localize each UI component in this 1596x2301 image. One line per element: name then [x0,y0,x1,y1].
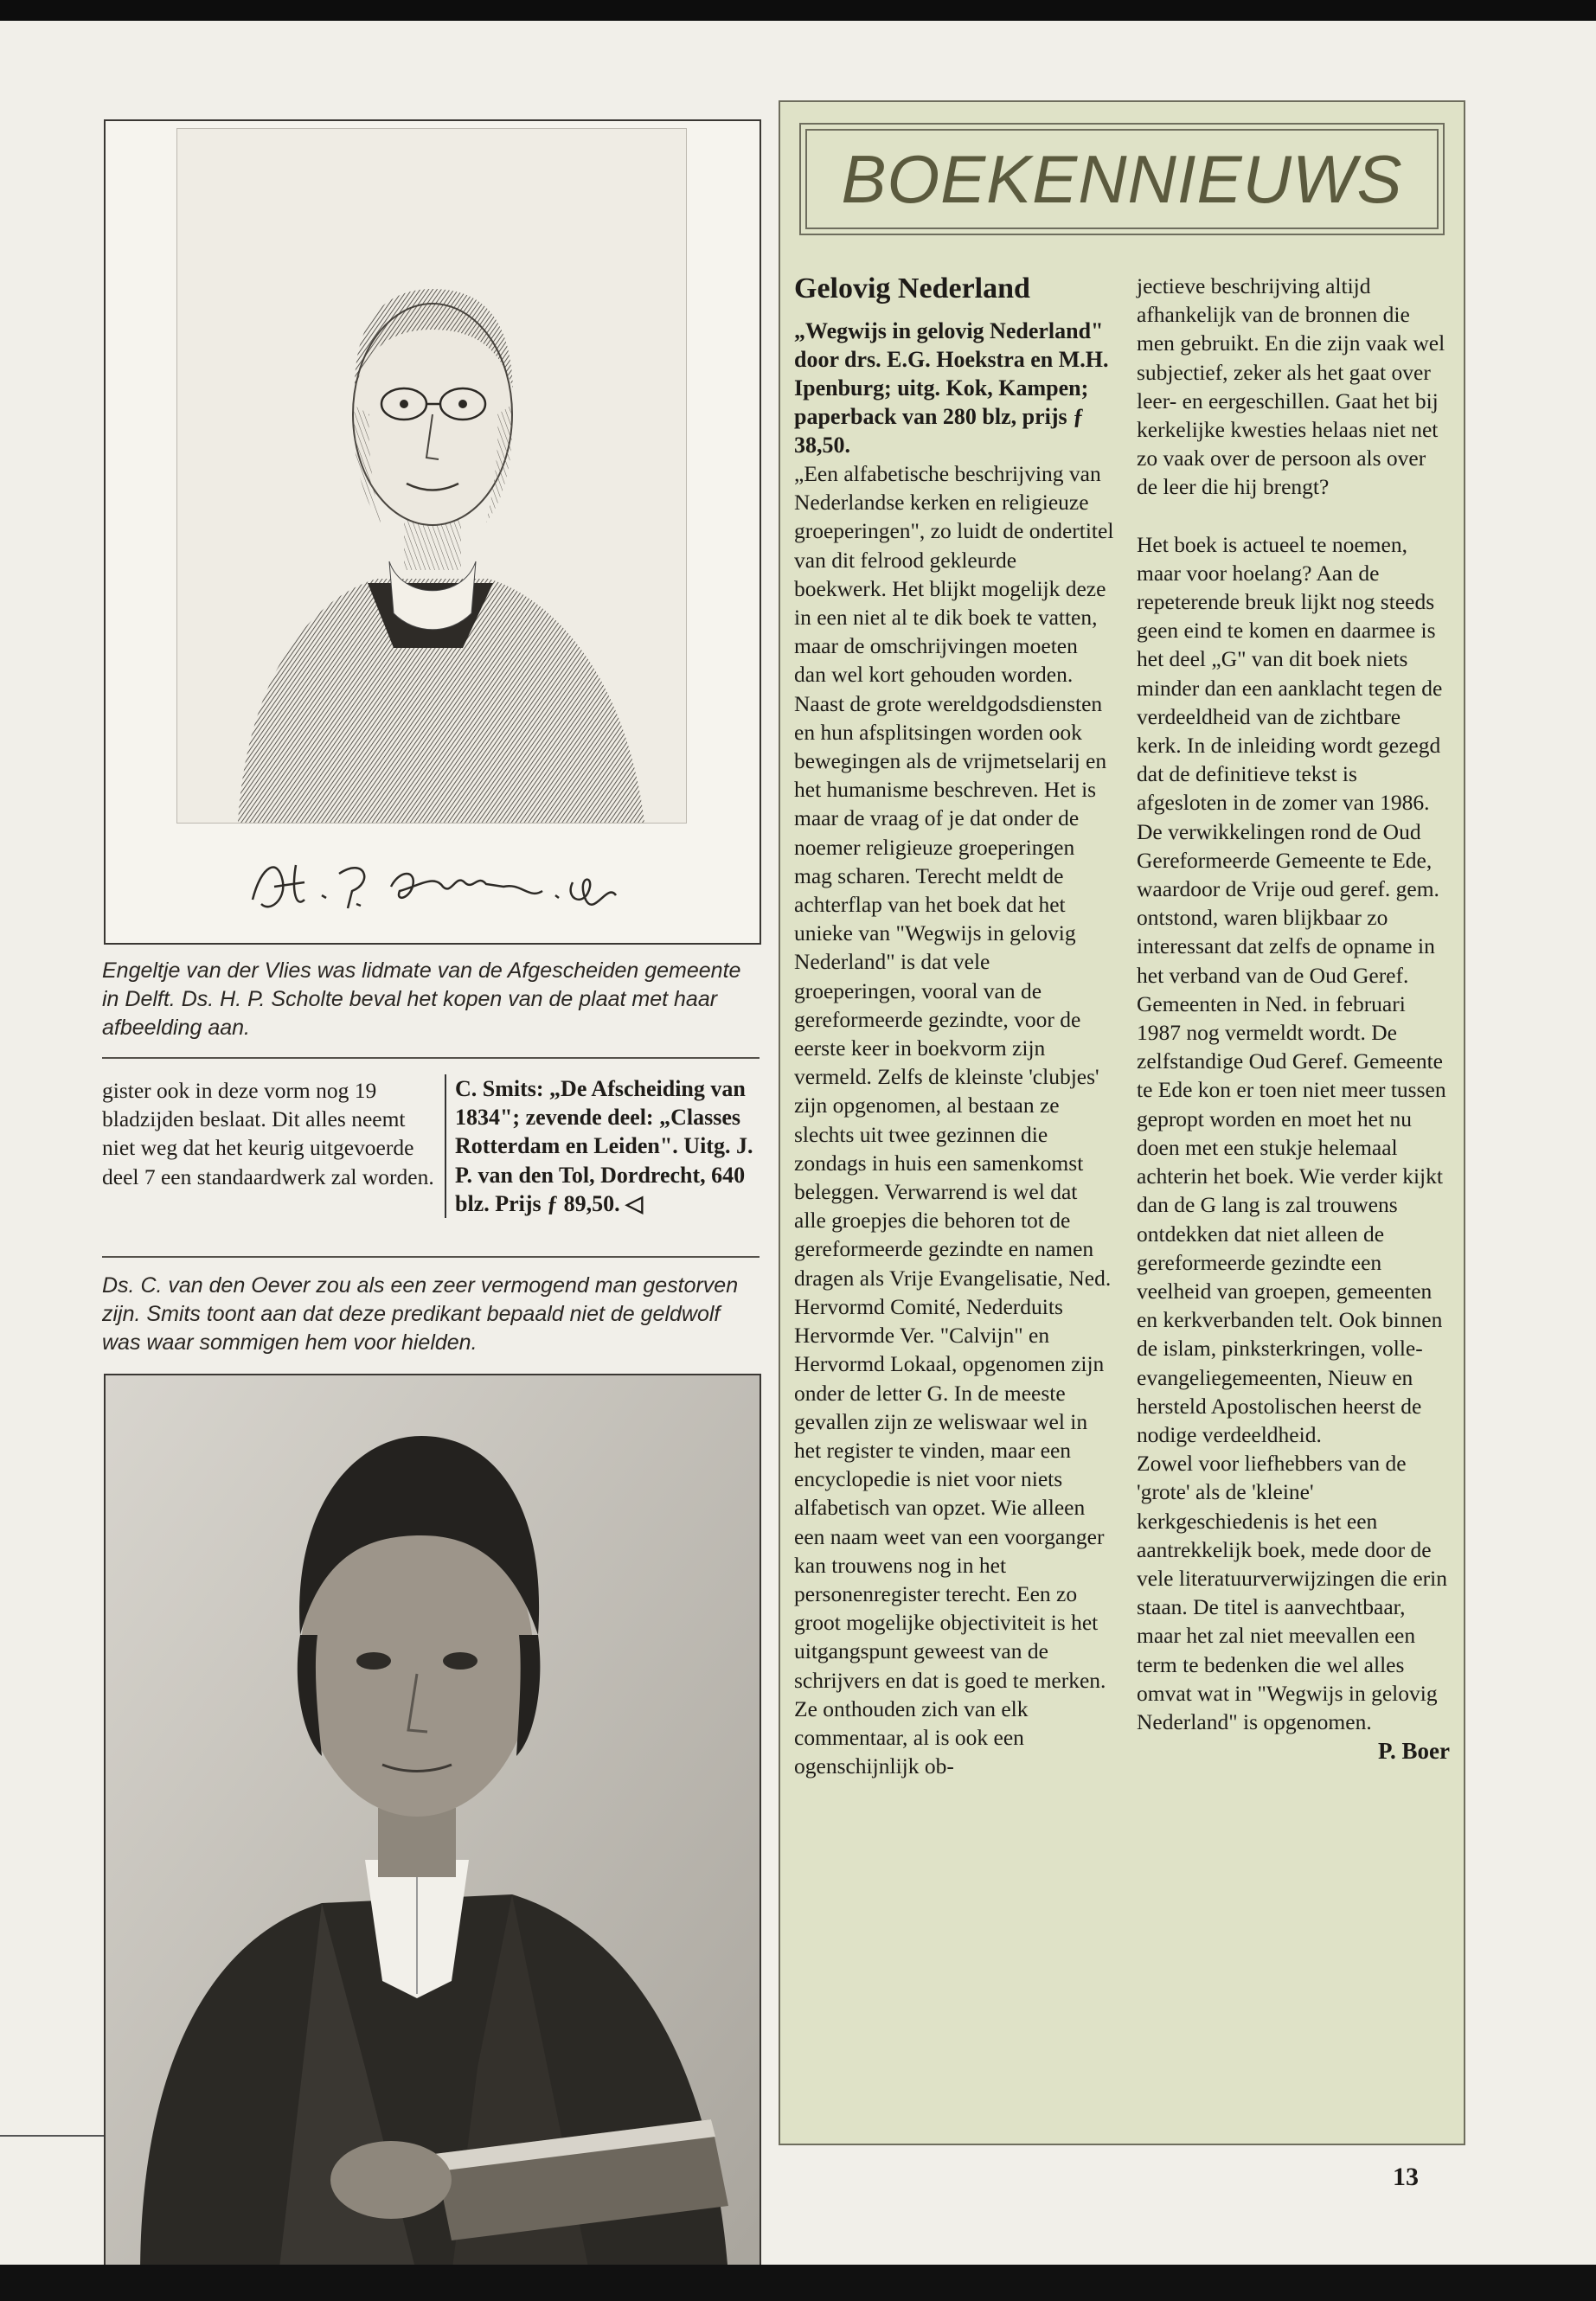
page-number: 13 [1393,2163,1419,2191]
boekennieuws-header [799,123,1445,235]
divider [102,1256,760,1258]
book-reference-wegwijs: „Wegwijs in gelovig Nederland" door drs. E.G. Hoekstra en M.H. Ipenburg; uitg. Kok, Kampen; paperback van 280 blz, prijs ƒ 38,50. [794,318,1109,458]
section-heading: BOEKENNIEUWS [841,140,1403,217]
boekennieuws-section [779,100,1465,2145]
article-author: P. Boer [1378,1738,1450,1765]
caption-bottom: Ds. C. van den Oever zou als een zeer vermogend man gestorven zijn. Smits toont aan dat deze predikant bepaald niet de geldwolf was waar sommigen hem voor hielden. [102,1273,739,1355]
article-column-2 [1137,272,1450,1765]
engraving-image [176,128,687,824]
divider [0,2135,104,2137]
top-border [0,0,1596,21]
portrait-scholte [104,119,761,945]
book-reference-smits: C. Smits: „De Afscheiding van 1834"; zevende deel: „Classes Rotterdam en Leiden". Uitg. J. P. van den Tol, Dordrecht, 640 blz. Prijs ƒ 89,50. ◁ [445,1074,768,1218]
article-column-1 [794,272,1114,1780]
article-paragraph: Het boek is actueel te noemen, maar voor hoelang? Aan de repeterende breuk lijkt nog steeds geen eind te komen en daarmee is het deel „G" van dit boek niets minder dan een aanklacht tegen de verdeeldheid van de zichtbare kerk. In de inleiding wordt gezegd dat de definitieve tekst is afgesloten in de zomer van 1986. De verwikkelingen rond de Oud Gereformeerde Gemeente te Ede, waardoor de Vrije oud geref. gem. ontstond, waren blijkbaar zo interessant dat zelfs de opname in het verband van de Oud Geref. Gemeenten in Ned. in februari 1987 nog vermeldt wordt. De zelfstandige Oud Geref. Gemeente te Ede kon er toen niet meer tussen gepropt worden en moet het nu doen met een stukje helemaal achterin het boek. Wie verder kijkt dan de G lang is zal trouwens ontdekken dat niet alleen de gereformeerde gezindte een veelheid van groepen, gemeenten en kerkverbanden telt. Ook binnen de islam, pinksterkringen, volle-evangeliegemeenten, Nieuw en hersteld Apostolischen heerst de nodige verdeeldheid. Zowel voor liefhebbers van de 'grote' als de 'kleine' kerkgeschiedenis is het een aantrekkelijk boek, mede door de vele literatuurverwijzingen die erin staan. De titel is aanvechtbaar, maar het zal niet meevallen een term te bedenken die wel alles omvat wat in "Wegwijs in gelovig Nederland" is opgenomen. [1137,531,1447,1734]
caption-top: Engeltje van der Vlies was lidmate van de Afgescheiden gemeente in Delft. Ds. H. P. Scholte beval het kopen van de plaat met haar afbeelding aan. [102,958,741,1040]
divider [102,1057,760,1059]
article-paragraph: jectieve beschrijving altijd afhankelijk van de bronnen die men gebruikt. En die zijn vaak wel subjectief, zeker als het gaat over leer- en eergeschillen. Gaat het bij kerkelijke kwesties helaas niet net zo vaak over de persoon als over de leer die hij brengt? [1137,273,1445,500]
article-paragraph: „Een alfabetische beschrijving van Nederlandse kerken en religieuze groeperingen", zo luidt de ondertitel van dit felrood gekleurde boekwerk. Het blijkt mogelijk deze in een niet al te dik boek te vatten, maar de omschrijvingen moeten dan wel kort gehouden worden. Naast de grote wereldgodsdiensten en hun afsplitsingen worden ook bewegingen als de vrijmetselarij en het humanisme beschreven. Het is maar de vraag of je dat onder de noemer religieuze groeperingen mag scharen. Terecht meldt de achterflap van het boek dat het unieke van "Wegwijs in gelovig Nederland" is dat vele groeperingen, vooral van de gereformeerde gezindte, voor de eerste keer in boekvorm zijn vermeld. Zelfs de kleinste 'clubjes' zijn opgenomen, al bestaan ze slechts uit twee gezinnen die zondags in huis een samenkomst beleggen. Verwarrend is wel dat alle groepjes die behoren tot de gereformeerde gezindte en namen dragen als Vrije Evangelisatie, Ned. Hervormd Comité, Nederduits Hervormde Ver. "Calvijn" en Hervormd Lokaal, opgenomen zijn onder de letter G. In de meeste gevallen zijn ze weliswaar wel in het register te vinden, maar een encyclopedie is niet voor niets alfabetisch van opzet. Wie alleen een naam weet van een voorganger kan trouwens nog in het personenregister terecht. Een zo groot mogelijke objectiviteit is het uitgangspunt geweest van de schrijvers en dat is goed te merken. Ze onthouden zich van elk commentaar, al is ook een ogenschijnlijk ob- [794,461,1114,1779]
portrait-van-den-oever [104,1374,761,2277]
engraving-figure [177,129,686,823]
bottom-border [0,2265,1596,2301]
left-continuation-text: gister ook in deze vorm nog 19 bladzijden beslaat. Dit alles neemt niet weg dat het keurig uitgevoerde deel 7 een standaardwerk zal worden. [102,1078,434,1189]
signature-scholte [244,848,625,926]
article-title: Gelovig Nederland [794,272,1030,304]
photograph-figure [106,1375,760,2275]
